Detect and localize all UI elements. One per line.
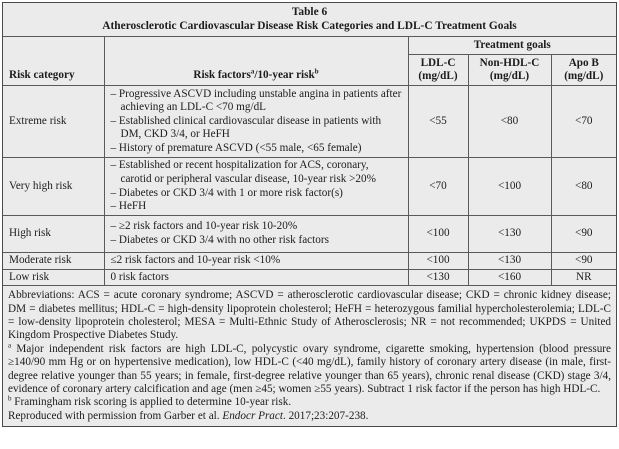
table-title bbox=[3, 3, 616, 37]
header-unit: (mg/dL) bbox=[418, 70, 458, 82]
header-unit: (mg/dL) bbox=[489, 70, 530, 82]
credit-suffix: . 2017;23:207-238. bbox=[282, 409, 369, 422]
header-risk-category: Risk category bbox=[3, 37, 104, 86]
footnote-a bbox=[8, 343, 611, 397]
ldl-c-goal: <130 bbox=[408, 269, 468, 286]
risk-factor-item: – Established or recent hospitalization for ACS, coronary, carotid or peripheral vascular disease, 10-year risk >20% bbox=[110, 159, 376, 185]
header-apo-b-label: Apo B bbox=[568, 57, 599, 69]
header-apo-b bbox=[551, 55, 616, 86]
non-hdl-c-goal: <100 bbox=[468, 158, 551, 216]
credit-journal: Endocr Pract bbox=[222, 409, 283, 422]
risk-factor-item: – Diabetes or CKD 3/4 with 1 or more risk factor(s) bbox=[110, 186, 343, 199]
non-hdl-c-goal: <80 bbox=[468, 86, 551, 158]
table-row bbox=[3, 158, 616, 216]
table-row bbox=[3, 253, 616, 270]
risk-factors-cell bbox=[104, 253, 408, 270]
risk-factor-item: 0 risk factors bbox=[110, 270, 169, 283]
table-row bbox=[3, 86, 616, 158]
risk-factor-item: – Diabetes or CKD 3/4 with no other risk factors bbox=[110, 234, 329, 246]
table-notes bbox=[3, 286, 616, 426]
apo-b-goal: <80 bbox=[551, 158, 616, 216]
header-risk-factors bbox=[104, 37, 408, 86]
table-container bbox=[2, 2, 617, 427]
footnote-a-text: Major independent risk factors are high LDL-C, polycystic ovary syndrome, cigarette smoking, hypertension (blood pressure ≥140/90 mm Hg or on hypertensive medication), low HDL-C (<40 mg/dL), family history of coronary artery disease (in male, first-degree relative younger than 55 years; in female, first-degree relative younger than 65 years), chronic renal disease (CKD) stage 3/4, evidence of coronary artery calcification and age (men ≥45; women ≥55 years). Subtract 1 risk factor if the person has high HDL-C. bbox=[8, 342, 611, 396]
ldl-c-goal: <100 bbox=[408, 216, 468, 253]
table-row bbox=[3, 269, 616, 286]
risk-factors-cell bbox=[104, 158, 408, 216]
header-non-hdl-c-label: Non-HDL-C bbox=[479, 57, 540, 69]
risk-factor-item: – History of premature ASCVD (<55 male, <65 female) bbox=[110, 141, 362, 154]
table-row bbox=[3, 216, 616, 253]
risk-category-cell: Low risk bbox=[3, 269, 104, 286]
footnote-marker-a: a bbox=[250, 67, 255, 76]
footnote-a-marker: a bbox=[8, 341, 12, 350]
header-row-1 bbox=[3, 37, 616, 55]
credit-prefix: Reproduced with permission from Garber et al. bbox=[8, 409, 223, 422]
footnote-b-marker: b bbox=[8, 394, 12, 403]
risk-factor-item: ≤2 risk factors and 10-year risk <10% bbox=[110, 254, 281, 266]
header-unit: (mg/dL) bbox=[564, 70, 604, 82]
risk-category-cell: High risk bbox=[3, 216, 104, 253]
non-hdl-c-goal: <130 bbox=[468, 253, 551, 270]
non-hdl-c-goal: <130 bbox=[468, 216, 551, 253]
table-number: Table 6 bbox=[291, 6, 328, 18]
footnote-b-text: Framingham risk scoring is applied to determine 10-year risk. bbox=[11, 396, 292, 409]
apo-b-goal: NR bbox=[551, 269, 616, 286]
risk-factor-item: – ≥2 risk factors and 10-year risk 10-20% bbox=[110, 220, 298, 233]
header-treatment-goals: Treatment goals bbox=[408, 37, 616, 55]
header-ten-year-risk-label: /10-year risk bbox=[254, 69, 315, 82]
risk-category-cell: Extreme risk bbox=[3, 86, 104, 158]
footnote-b bbox=[8, 396, 611, 409]
apo-b-goal: <90 bbox=[551, 216, 616, 253]
footnote-marker-b: b bbox=[314, 67, 319, 76]
ldl-c-goal: <55 bbox=[408, 86, 468, 158]
risk-factor-item: – Progressive ASCVD including unstable angina in patients after achieving an LDL-C <70 mg/dL bbox=[110, 87, 402, 114]
risk-category-cell: Very high risk bbox=[3, 158, 104, 216]
risk-factors-cell bbox=[104, 86, 408, 158]
header-ldl-c bbox=[408, 55, 468, 86]
risk-table bbox=[3, 3, 616, 286]
ldl-c-goal: <100 bbox=[408, 253, 468, 270]
risk-factor-item: – HeFH bbox=[110, 200, 147, 213]
apo-b-goal: <90 bbox=[551, 253, 616, 270]
header-non-hdl-c bbox=[468, 55, 551, 86]
title-row bbox=[3, 3, 616, 37]
risk-category-cell: Moderate risk bbox=[3, 253, 104, 270]
reproduction-credit bbox=[8, 410, 611, 423]
risk-factor-item: – Established clinical cardiovascular disease in patients with DM, CKD 3/4, or HeFH bbox=[110, 114, 382, 141]
header-ldl-c-label: LDL-C bbox=[420, 57, 456, 69]
header-risk-factors-label: Risk factors bbox=[193, 69, 251, 82]
apo-b-goal: <70 bbox=[551, 86, 616, 158]
risk-factors-cell bbox=[104, 269, 408, 286]
abbreviations-note: Abbreviations: ACS = acute coronary syndrome; ASCVD = atherosclerotic cardiovascular disease; CKD = chronic kidney disease; DM = diabetes mellitus; HDL-C = high-density lipoprotein cholesterol; HeFH = heterozygous familial hypercholesterolemia; LDL-C = low-density lipoprotein cholesterol; MESA = Multi-Ethnic Study of Atherosclerosis; NR = not recommended; UKPDS = United Kingdom Prospective Diabetes Study. bbox=[8, 289, 611, 342]
table-heading: Atherosclerotic Cardiovascular Disease Risk Categories and LDL-C Treatment Goals bbox=[102, 20, 517, 32]
risk-factors-cell bbox=[104, 216, 408, 253]
ldl-c-goal: <70 bbox=[408, 158, 468, 216]
non-hdl-c-goal: <160 bbox=[468, 269, 551, 286]
